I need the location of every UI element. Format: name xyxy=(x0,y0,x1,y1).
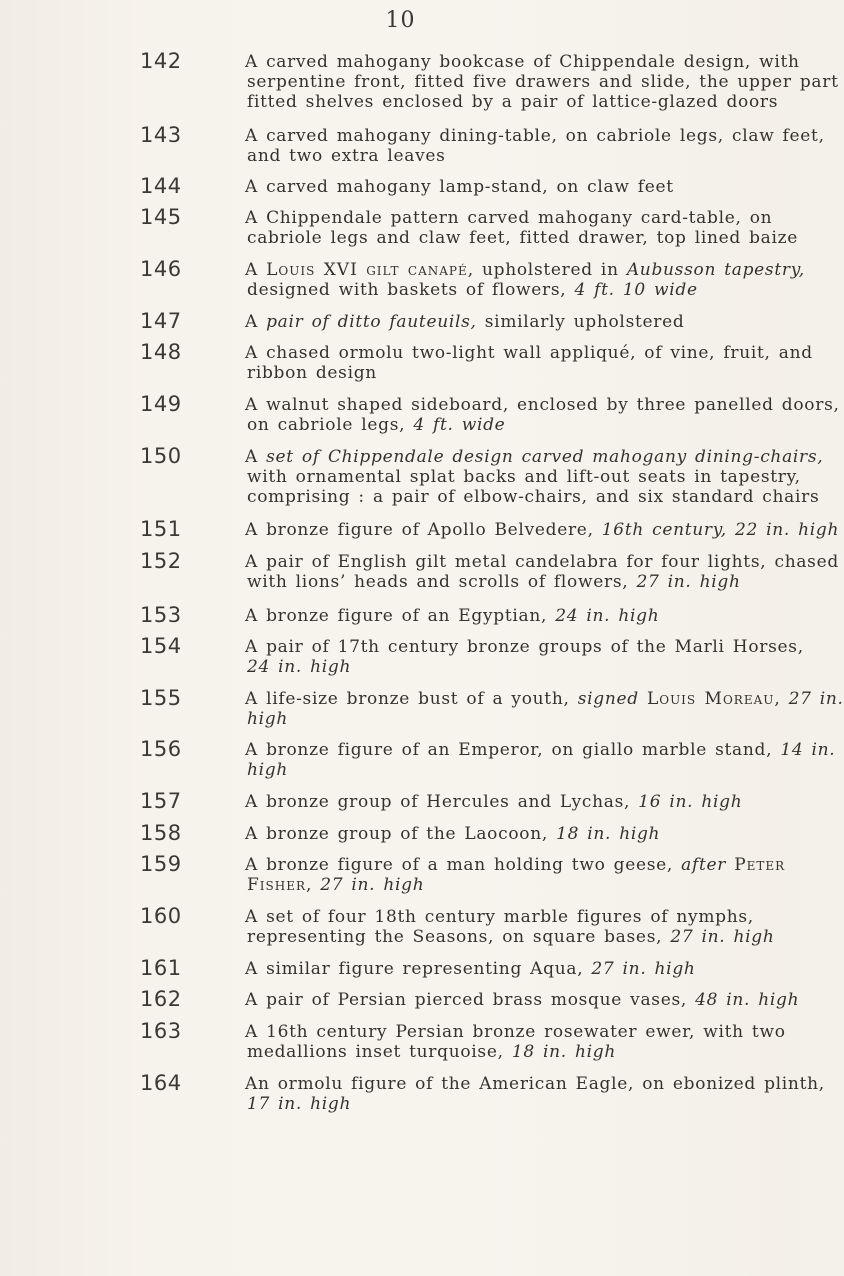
lot-line: An ormolu figure of the American Eagle, on ebonized plinth, xyxy=(245,1074,825,1094)
lot-description xyxy=(245,52,839,112)
lot-description xyxy=(245,312,765,332)
lot-line: 24 in. high xyxy=(247,657,352,677)
lot-line: A Chippendale pattern carved mahogany card-table, on xyxy=(245,208,773,228)
lot-number: 160 xyxy=(140,904,182,928)
lot-number: 151 xyxy=(140,517,182,541)
lot-line: A carved mahogany bookcase of Chippendale design, with xyxy=(245,52,800,72)
lot-line: fitted shelves enclosed by a pair of lattice-glazed doors xyxy=(247,92,779,112)
lot-description xyxy=(245,520,840,540)
lot-number: 147 xyxy=(140,309,182,333)
lot-number: 156 xyxy=(140,737,182,761)
lot-description xyxy=(245,260,805,300)
lot-line: A life-size bronze bust of a youth, signed Louis Moreau, 27 in. xyxy=(245,689,844,709)
lot-description xyxy=(245,792,765,812)
lot-line: A 16th century Persian bronze rosewater ewer, with two xyxy=(245,1022,786,1042)
lot-number: 150 xyxy=(140,444,182,468)
lot-description xyxy=(245,824,765,844)
lot-line: 17 in. high xyxy=(247,1094,352,1114)
lot-line: comprising : a pair of elbow-chairs, and six standard chairs xyxy=(247,487,820,507)
lot-description xyxy=(245,606,765,626)
lot-line: A chased ormolu two-light wall appliqué, of vine, fruit, and xyxy=(245,343,813,363)
lot-line: on cabriole legs, 4 ft. wide xyxy=(247,415,506,435)
lot-line: A pair of 17th century bronze groups of the Marli Horses, xyxy=(245,637,804,657)
lot-line: A set of four 18th century marble figures of nymphs, xyxy=(245,907,754,927)
lot-description xyxy=(245,907,775,947)
lot-description xyxy=(245,855,786,895)
lot-line: A pair of English gilt metal candelabra for four lights, chased xyxy=(245,552,839,572)
lot-line: A Louis XVI gilt canapé, upholstered in Aubusson tapestry, xyxy=(245,260,805,280)
lot-line: with ornamental splat backs and lift-out seats in tapestry, xyxy=(247,467,801,487)
lot-description xyxy=(245,343,813,383)
lot-number: 145 xyxy=(140,205,182,229)
lot-description xyxy=(245,177,765,197)
lot-description xyxy=(245,552,839,592)
lot-description xyxy=(245,740,836,780)
lot-line: A set of Chippendale design carved mahogany dining-chairs, xyxy=(245,447,824,467)
lot-number: 164 xyxy=(140,1071,182,1095)
lot-line: medallions inset turquoise, 18 in. high xyxy=(247,1042,616,1062)
lot-description xyxy=(245,689,844,729)
lot-line: A walnut shaped sideboard, enclosed by three panelled doors, xyxy=(245,395,840,415)
lot-number: 144 xyxy=(140,174,182,198)
lot-line: Fisher, 27 in. high xyxy=(247,875,425,895)
page-number: 10 xyxy=(385,8,416,33)
lot-description xyxy=(245,1074,825,1114)
lot-number: 143 xyxy=(140,123,182,147)
lot-number: 161 xyxy=(140,956,182,980)
lot-line: cabriole legs and claw feet, fitted drawer, top lined baize xyxy=(247,228,799,248)
lot-line: high xyxy=(247,709,289,729)
lot-line: A pair of Persian pierced brass mosque vases, 48 in. high xyxy=(245,990,800,1010)
lot-number: 163 xyxy=(140,1019,182,1043)
lot-line: A bronze figure of an Emperor, on giallo marble stand, 14 in. xyxy=(245,740,836,760)
lot-line: A bronze figure of a man holding two geese, after Peter xyxy=(245,855,786,875)
lot-line: high xyxy=(247,760,289,780)
lot-line: with lions’ heads and scrolls of flowers, 27 in. high xyxy=(247,572,741,592)
lot-line: serpentine front, fitted five drawers and slide, the upper part xyxy=(247,72,839,92)
lot-number: 149 xyxy=(140,392,182,416)
lot-number: 157 xyxy=(140,789,182,813)
lot-line: A carved mahogany lamp-stand, on claw feet xyxy=(245,177,674,197)
lot-number: 142 xyxy=(140,49,182,73)
lot-description xyxy=(245,395,840,435)
lot-line: A bronze group of the Laocoon, 18 in. high xyxy=(245,824,661,844)
lot-description xyxy=(245,447,824,507)
lot-description xyxy=(245,208,799,248)
lot-description xyxy=(245,126,825,166)
lot-line: A pair of ditto fauteuils, similarly upholstered xyxy=(245,312,685,332)
lot-number: 146 xyxy=(140,257,182,281)
lot-number: 159 xyxy=(140,852,182,876)
lot-line: and two extra leaves xyxy=(247,146,446,166)
lot-description xyxy=(245,637,804,677)
lot-number: 152 xyxy=(140,549,182,573)
lot-number: 158 xyxy=(140,821,182,845)
lot-line: A bronze figure of Apollo Belvedere, 16th century, 22 in. high xyxy=(245,520,840,540)
lot-number: 153 xyxy=(140,603,182,627)
lot-description xyxy=(245,959,765,979)
lot-line: representing the Seasons, on square bases, 27 in. high xyxy=(247,927,775,947)
lot-line: designed with baskets of flowers, 4 ft. 10 wide xyxy=(247,280,698,300)
lot-line: A similar figure representing Aqua, 27 in. high xyxy=(245,959,696,979)
lot-description xyxy=(245,990,800,1010)
lot-description xyxy=(245,1022,786,1062)
lot-line: ribbon design xyxy=(247,363,377,383)
lot-number: 154 xyxy=(140,634,182,658)
lot-number: 155 xyxy=(140,686,182,710)
lot-number: 162 xyxy=(140,987,182,1011)
lot-line: A bronze group of Hercules and Lychas, 16 in. high xyxy=(245,792,743,812)
lot-line: A carved mahogany dining-table, on cabriole legs, claw feet, xyxy=(245,126,825,146)
lot-line: A bronze figure of an Egyptian, 24 in. high xyxy=(245,606,660,626)
lot-number: 148 xyxy=(140,340,182,364)
